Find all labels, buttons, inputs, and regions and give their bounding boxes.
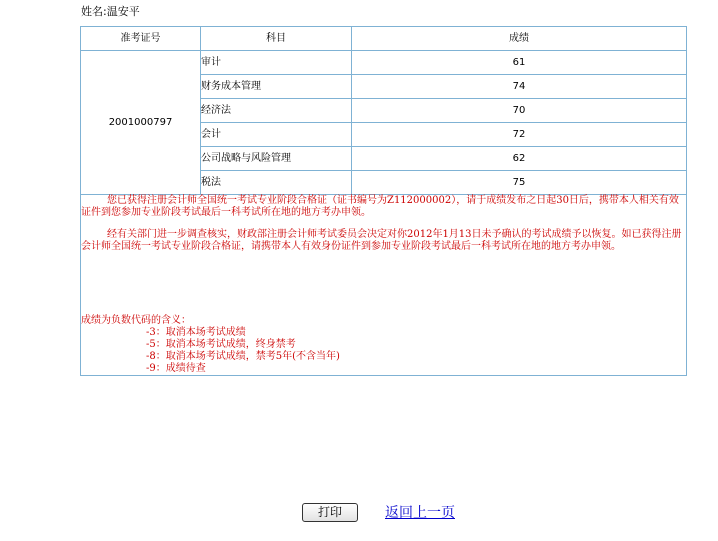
subject-cell: 财务成本管理 (201, 75, 352, 99)
subject-cell: 税法 (201, 171, 352, 195)
header-score: 成绩 (352, 27, 687, 51)
score-cell: 61 (352, 51, 687, 75)
notice-cell (81, 195, 687, 376)
score-cell: 70 (352, 99, 687, 123)
subject-cell: 会计 (201, 123, 352, 147)
score-cell: 62 (352, 147, 687, 171)
code-item: -3：取消本场考试成绩 (146, 327, 246, 338)
header-exam-id: 准考证号 (81, 27, 201, 51)
subject-cell: 审计 (201, 51, 352, 75)
score-restoration-notice: 经有关部门进一步调查核实，财政部注册会计师考试委员会决定对你2012年1月13日未予确认的考试成绩予以恢复。如已获得注册会计师全国统一考试专业阶段合格证，请携带本人有效身份证件到参加专业阶段考试最后一科考试所在地的地方考办申领。 (81, 229, 682, 252)
code-item: -8：取消本场考试成绩，禁考5年(不含当年) (146, 351, 340, 362)
notice-row (81, 195, 687, 376)
codes-title: 成绩为负数代码的含义： (81, 315, 191, 326)
score-table (80, 26, 687, 376)
exam-id-cell: 2001000797 (81, 51, 201, 195)
score-cell: 74 (352, 75, 687, 99)
code-item: -5：取消本场考试成绩，终身禁考 (146, 339, 296, 350)
back-link[interactable]: 返回上一页 (385, 505, 455, 521)
code-item: -9：成绩待查 (146, 363, 206, 374)
table-header-row (81, 27, 687, 51)
print-button[interactable]: 打印 (302, 503, 358, 522)
header-subject: 科目 (201, 27, 352, 51)
score-cell: 75 (352, 171, 687, 195)
student-name: 姓名:温安平 (81, 5, 140, 18)
negative-code-legend (81, 315, 686, 375)
table-row (81, 51, 687, 75)
certificate-notice: 您已获得注册会计师全国统一考试专业阶段合格证（证书编号为Z112000002），请于成绩发布之日起30日后，携带本人相关有效证件到您参加专业阶段考试最后一科考试所在地的地方考办申领。 (81, 195, 679, 218)
subject-cell: 经济法 (201, 99, 352, 123)
subject-cell: 公司战略与风险管理 (201, 147, 352, 171)
score-cell: 72 (352, 123, 687, 147)
